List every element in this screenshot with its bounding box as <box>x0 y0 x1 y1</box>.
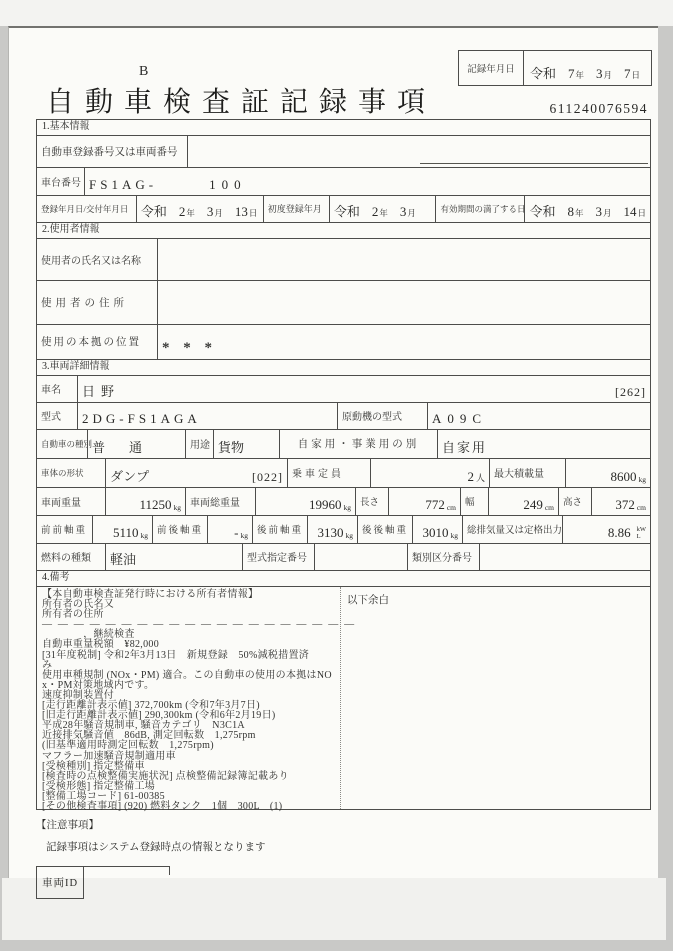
date-day: 7 <box>624 66 631 81</box>
type-designation-number-value <box>314 544 407 570</box>
section-heading-basic: 1.基本情報 <box>42 121 90 132</box>
person-unit: 人 <box>475 473 485 483</box>
use-value: 貨物 <box>213 430 279 458</box>
date-month: 3 <box>596 66 603 81</box>
front-front-axle-value: 5110 kg <box>92 516 152 543</box>
day-unit: 日 <box>631 70 641 80</box>
year-unit: 年 <box>186 208 195 218</box>
length-value: 772 cm <box>388 488 460 515</box>
car-name-code: [262] <box>615 385 646 399</box>
base-location-row <box>37 324 650 359</box>
document-number: 611240076594 <box>549 101 648 116</box>
car-name-label: 車名 <box>41 385 61 396</box>
chassis-number-value <box>84 168 650 195</box>
date-era: 令和 <box>529 204 556 219</box>
liter-unit: L <box>636 532 641 540</box>
expiry-date-value <box>524 196 650 222</box>
fuel-type-value: 軽油 <box>105 544 242 570</box>
remark-line: 自動車重量税額 ¥82,000 <box>42 639 159 651</box>
remark-line: [31年度税制] 令和2年3月13日 新規登録 50%減税措置済 <box>42 649 310 661</box>
user-address-row <box>37 280 650 324</box>
capacity-value: 2 人 <box>370 459 489 487</box>
model-value: 2DG-FS1AGA <box>77 403 337 429</box>
remark-line: 所有者の住所 <box>42 609 104 621</box>
record-date-value <box>524 51 651 85</box>
vehicle-id-value <box>84 866 170 875</box>
body-shape-label: 車体の形状 <box>41 467 84 478</box>
type-designation-number-label: 型式指定番号 <box>242 544 314 570</box>
height-value: 372 cm <box>591 488 650 515</box>
gross-weight-label: 車両総重量 <box>185 488 255 515</box>
remarks-text-column <box>37 587 355 812</box>
chassis-prefix: FS1AG- <box>89 177 158 192</box>
width-value: 249 cm <box>488 488 558 515</box>
date-day: 14 <box>623 204 637 219</box>
car-name-row <box>37 375 650 402</box>
dates-row <box>37 195 650 222</box>
length-label: 長さ <box>355 488 388 515</box>
front-rear-axle-value: - kg <box>207 516 252 543</box>
chassis-number-label: 車台番号 <box>41 177 81 189</box>
section-vehicle-details <box>36 359 651 571</box>
section-remarks <box>36 570 651 810</box>
registration-date-value <box>136 196 263 222</box>
vehicle-id-label: 車両ID <box>36 866 84 899</box>
remark-line: 平成28年騒音規制車, 騒音カテゴリ N3C1A <box>42 720 245 732</box>
year-unit: 年 <box>575 70 585 80</box>
kg-unit: kg <box>638 475 646 484</box>
record-date-label: 記録年月日 <box>459 51 524 85</box>
user-name-label: 使用者の氏名又は名称 <box>41 255 141 267</box>
ownership-value: 自家用 <box>437 430 650 458</box>
date-month: 3 <box>595 204 602 219</box>
vehicle-id-box <box>36 866 651 899</box>
user-address-label: 使用者の住所 <box>41 297 128 309</box>
displacement-output-label: 総排気量又は定格出力 <box>462 516 562 543</box>
engine-model-value: A09C <box>427 403 650 429</box>
first-registration-label: 初度登録年月 <box>263 196 329 222</box>
remarks-box <box>37 586 650 812</box>
section-heading-remarks: 4.備考 <box>42 572 70 583</box>
remark-line: 【本自動車検査証発行時における所有者情報】 <box>42 589 259 600</box>
engine-model-label: 原動機の型式 <box>337 403 427 429</box>
date-year: 7 <box>568 66 575 81</box>
vehicle-category-label: 自動車の種別 <box>41 438 93 449</box>
rear-rear-axle-value: 3010 kg <box>412 516 462 543</box>
month-unit: 月 <box>602 208 612 218</box>
section-user-info <box>36 222 651 360</box>
scan-margin-top <box>0 0 673 26</box>
expiry-date-label: 有効期間の満了する日 <box>435 196 524 222</box>
use-label: 用途 <box>185 430 213 458</box>
rear-front-axle-value: 3130 kg <box>307 516 357 543</box>
vehicle-weight-value: 11250 kg <box>105 488 185 515</box>
chassis-suffix: 100 <box>209 177 247 192</box>
certificate-page <box>8 26 658 889</box>
date-day: 13 <box>234 204 248 219</box>
remark-line: [その他検査事項] (920) 燃料タンク 1個 300L (1) <box>42 800 283 812</box>
date-year: 8 <box>567 204 574 219</box>
base-location-value <box>157 325 650 359</box>
max-load-label: 最大積載量 <box>489 459 565 487</box>
fuel-row <box>37 543 650 570</box>
registration-number-value <box>187 136 650 167</box>
date-era: 令和 <box>333 204 360 219</box>
kw-per-liter-unit <box>637 527 646 541</box>
chassis-number-row <box>37 167 650 195</box>
cm-unit: cm <box>544 503 554 512</box>
category-row <box>37 429 650 458</box>
date-month: 3 <box>399 204 407 219</box>
kg-unit: kg <box>140 531 148 540</box>
kg-unit: kg <box>240 531 248 540</box>
remark-line: み <box>42 659 53 671</box>
base-location-label: 使用の本拠の位置 <box>41 337 141 348</box>
capacity-label: 乗車定員 <box>287 459 370 487</box>
kw-unit: kW <box>636 526 646 533</box>
remark-line: [整備工場コード] 61-00385 <box>42 790 165 802</box>
asterisks-value: * * * <box>162 340 217 356</box>
form-code: B <box>139 64 149 79</box>
car-name-value <box>77 376 650 402</box>
kg-unit: kg <box>345 531 353 540</box>
month-unit: 月 <box>407 208 416 218</box>
section-heading-user: 2.使用者情報 <box>42 224 100 235</box>
section-heading-vehicle: 3.車両詳細情報 <box>42 361 110 372</box>
remark-line: ，継続検査 <box>42 629 135 641</box>
front-front-axle-label: 前前軸重 <box>41 526 88 536</box>
date-month: 3 <box>206 204 214 219</box>
cm-unit: cm <box>636 503 646 512</box>
registration-date-label: 登録年月日/交付年月日 <box>41 203 129 214</box>
body-shape-row <box>37 458 650 487</box>
registration-number-label: 自動車登録番号又は車両番号 <box>41 146 178 158</box>
day-unit: 日 <box>637 208 646 218</box>
blank-below-note: 以下余白 <box>347 595 389 606</box>
remark-line: [走行距離計表示値] 372,700km (令和7年3月7日) <box>42 700 260 712</box>
displacement-output-value: 8.86 kW L <box>562 516 650 543</box>
year-unit: 年 <box>379 208 388 218</box>
cm-unit: cm <box>446 503 456 512</box>
date-era: 令和 <box>140 204 167 219</box>
remark-line: [検査時の点検整備実施状況] 点検整備記録簿記載あり <box>42 770 289 782</box>
rear-front-axle-label: 後前軸重 <box>252 516 307 543</box>
section-basic-info <box>36 119 651 223</box>
max-load-value: 8600 kg <box>565 459 650 487</box>
ownership-label: 自家用・事業用の別 <box>279 430 437 458</box>
model-label: 型式 <box>41 412 61 423</box>
registration-number-row <box>37 135 650 167</box>
first-registration-value <box>329 196 436 222</box>
page-title: 自動車検査証記録事項 <box>46 87 437 118</box>
gross-weight-value: 19960 kg <box>255 488 355 515</box>
remark-line: [旧走行距離計表示値] 290,300km (令和6年2月19日) <box>42 710 276 722</box>
body-shape-value: ダンプ [022] <box>105 459 287 487</box>
height-label: 高さ <box>558 488 591 515</box>
body-shape-code: [022] <box>252 470 283 484</box>
redaction-underline <box>420 163 648 164</box>
date-year: 2 <box>371 204 379 219</box>
car-name: 日野 <box>82 384 121 399</box>
vehicle-category-value: 普通 <box>87 430 185 458</box>
month-unit: 月 <box>214 208 223 218</box>
user-address-value <box>157 281 650 324</box>
kg-unit: kg <box>173 503 181 512</box>
classification-number-label: 類別区分番号 <box>407 544 479 570</box>
day-unit: 日 <box>248 208 258 218</box>
year-unit: 年 <box>574 208 584 218</box>
fuel-type-label: 燃料の種類 <box>41 553 91 564</box>
notice-block <box>36 817 651 854</box>
vehicle-weight-label: 車両重量 <box>41 497 81 509</box>
date-era: 令和 <box>530 66 557 81</box>
remark-line: 速度抑制装置付 <box>42 689 115 701</box>
width-label: 幅 <box>460 488 488 515</box>
month-unit: 月 <box>603 70 613 80</box>
user-name-row <box>37 238 650 280</box>
remark-line: 近接排気騒音値 86dB, 測定回転数 1,275rpm <box>42 730 256 742</box>
remark-line: マフラー加速騒音規制適用車 <box>42 750 176 762</box>
user-name-value <box>157 239 650 280</box>
model-row <box>37 402 650 429</box>
kg-unit: kg <box>450 531 458 540</box>
notice-text: 記録事項はシステム登録時点の情報となります <box>46 842 266 853</box>
remark-line: x・PM対策地域内です。 <box>42 679 155 691</box>
remark-line: 使用車種規制 (NOx・PM) 適合。この自動車の使用の本拠はNO <box>42 669 332 681</box>
notice-heading: 【注意事項】 <box>36 820 99 831</box>
remark-line: [受検形態] 指定整備工場 <box>42 780 156 792</box>
kg-unit: kg <box>343 503 351 512</box>
weight-row <box>37 487 650 515</box>
record-date-box <box>458 50 652 86</box>
remark-line: [受検種別] 指定整備車 <box>42 760 145 772</box>
front-rear-axle-label: 前後軸重 <box>152 516 207 543</box>
classification-number-value <box>479 544 650 570</box>
remark-line: — — — — — — — — — — — — — — — — — — — — <box>42 619 355 631</box>
remark-line: (旧基準適用時測定回転数 1,275rpm) <box>42 740 214 752</box>
rear-rear-axle-label: 後後軸重 <box>357 516 412 543</box>
remarks-blank-column <box>340 587 650 809</box>
remark-line: 所有者の氏名又 <box>42 599 115 611</box>
date-year: 2 <box>178 204 186 219</box>
axle-weight-row <box>37 515 650 543</box>
